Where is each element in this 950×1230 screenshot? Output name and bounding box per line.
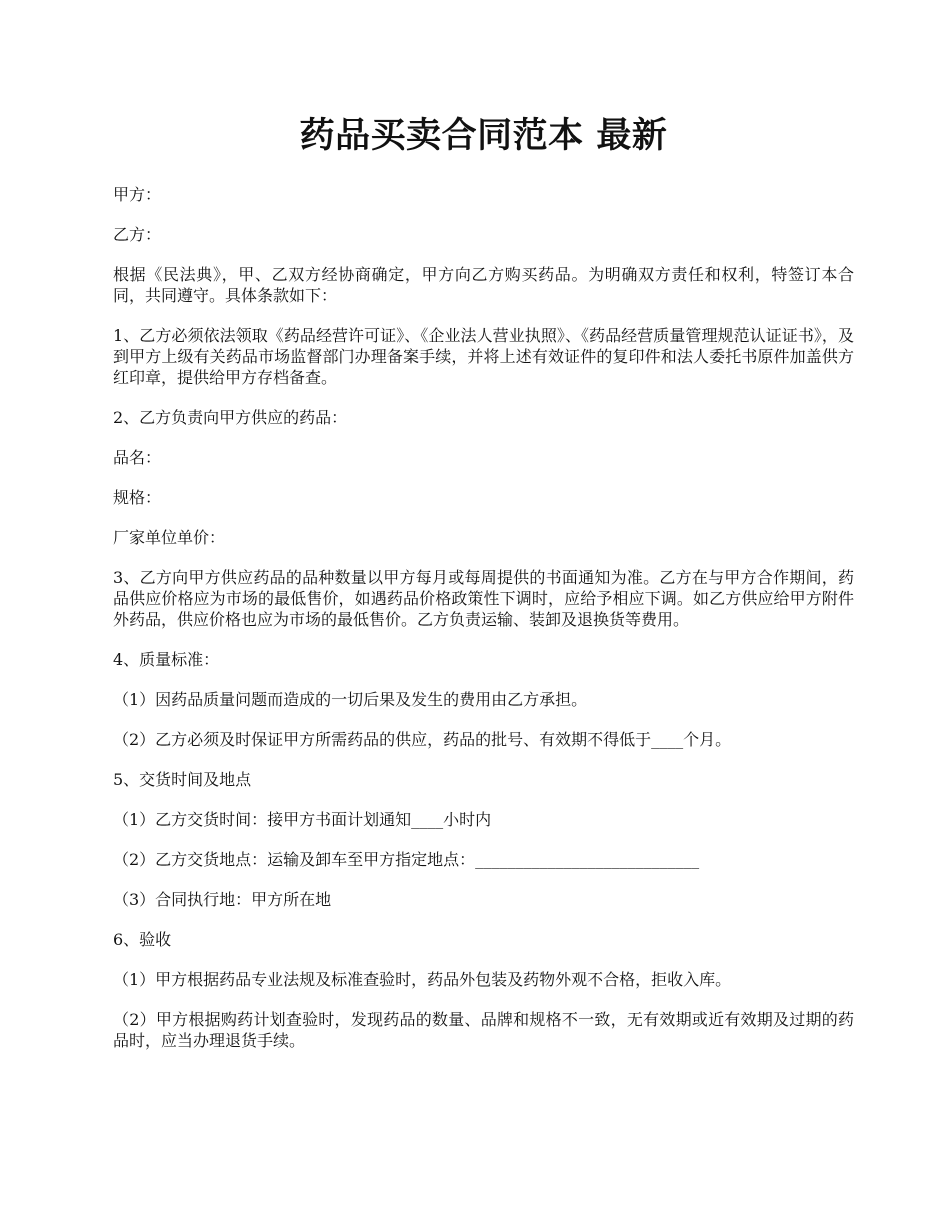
clause-4-item-2: （2）乙方必须及时保证甲方所需药品的供应，药品的批号、有效期不得低于____个月。 — [113, 730, 732, 749]
clause-6-item-2: （2）甲方根据购药计划查验时，发现药品的数量、品牌和规格不一致，无有效期或近有效期及过期的药品时，应当办理退货手续。 — [113, 1010, 854, 1050]
product-name-line: 品名： — [113, 448, 162, 467]
clause-6-item-1: （1）甲方根据药品专业法规及标准查验时，药品外包装及药物外观不合格，拒收入库。 — [113, 970, 732, 989]
clause-4-item-1: （1）因药品质量问题而造成的一切后果及发生的费用由乙方承担。 — [113, 690, 588, 709]
manufacturer-unit-price-line: 厂家单位单价： — [113, 528, 226, 547]
preamble-paragraph: 根据《民法典》，甲、乙双方经协商确定，甲方向乙方购买药品。为明确双方责任和权利，特签订本合同，共同遵守。具体条款如下： — [113, 265, 854, 305]
clause-5-heading: 5、交货时间及地点 — [113, 770, 252, 789]
clause-3-paragraph: 3、乙方向甲方供应药品的品种数量以甲方每月或每周提供的书面通知为准。乙方在与甲方合作期间，药品供应价格应为市场的最低售价，如遇药品价格政策性下调时，应给予相应下调。如乙方供应给甲方附件外药品，供应价格也应为市场的最低售价。乙方负责运输、装卸及退换货等费用。 — [113, 568, 854, 629]
clause-6-heading: 6、验收 — [113, 930, 172, 949]
clause-4-heading: 4、质量标准： — [113, 650, 220, 669]
clause-5-item-1: （1）乙方交货时间：接甲方书面计划通知____小时内 — [113, 810, 492, 829]
clause-2-heading: 2、乙方负责向甲方供应的药品： — [113, 408, 348, 427]
clause-1-paragraph: 1、乙方必须依法领取《药品经营许可证》、《企业法人营业执照》、《药品经营质量管理规范认证证书》，及到甲方上级有关药品市场监督部门办理备案手续，并将上述有效证件的复印件和法人委托书原件加盖供方红印章，提供给甲方存档备查。 — [113, 326, 854, 387]
document-title: 药品买卖合同范本 最新 — [299, 115, 668, 156]
party-a-line: 甲方： — [113, 185, 162, 204]
specification-line: 规格： — [113, 488, 162, 507]
clause-5-item-3: （3）合同执行地：甲方所在地 — [113, 890, 332, 909]
party-b-line: 乙方： — [113, 225, 162, 244]
clause-5-item-2: （2）乙方交货地点：运输及卸车至甲方指定地点：____________________________ — [113, 850, 700, 869]
